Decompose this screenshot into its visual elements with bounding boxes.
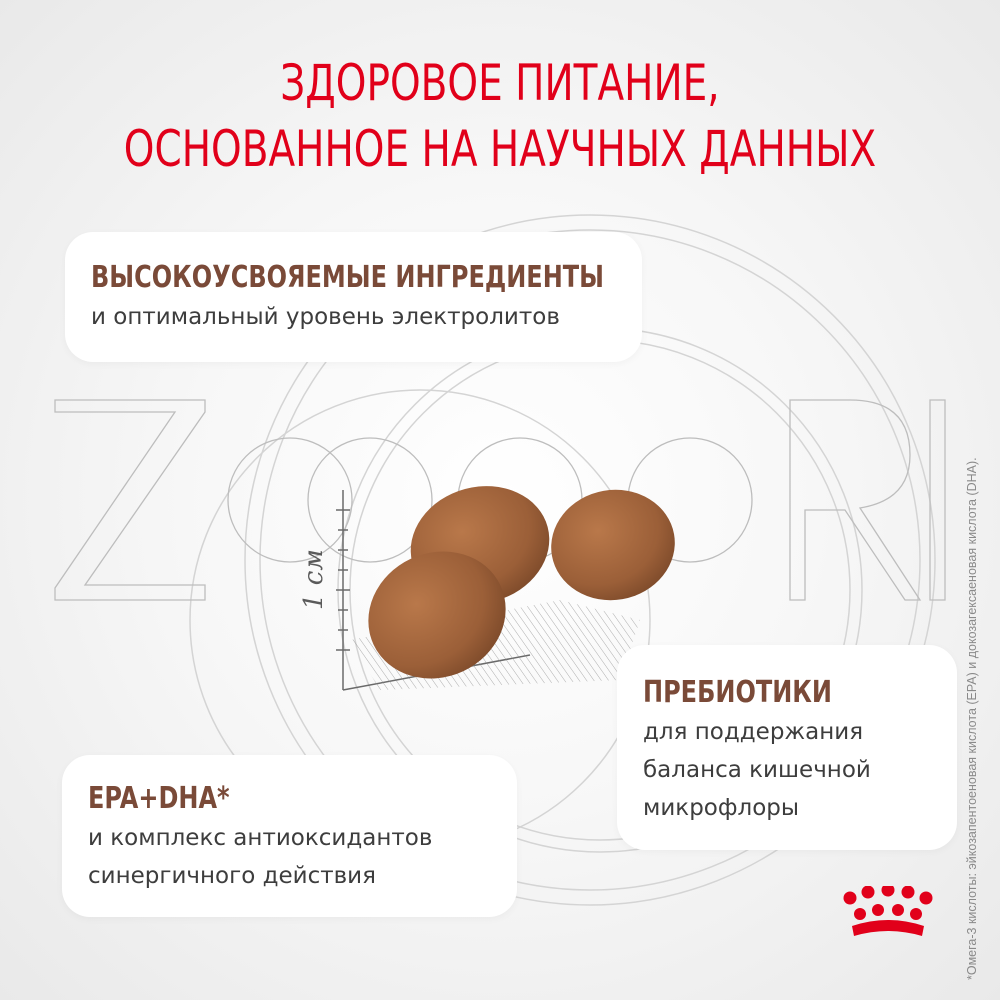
card-epa-dha-heading: EPA+DHA*	[88, 781, 230, 816]
card-epa-dha	[62, 755, 517, 917]
card-prebiotics	[617, 645, 957, 850]
title-line-2: ОСНОВАННОЕ НА НАУЧНЫХ ДАННЫХ	[123, 120, 877, 178]
card-prebiotics-line-2: баланса кишечной	[643, 757, 871, 783]
royal-canin-crown-icon	[838, 886, 938, 946]
card-prebiotics-line-1: для поддержания	[643, 719, 864, 745]
card-ingredients-text: и оптимальный уровень электролитов	[91, 304, 560, 330]
footnote: *Омега-3 кислоты: эйкозапентоеновая кислота (EPA) и докозагексаеновая кислота (DHA).	[965, 457, 979, 980]
scale-label: 1 см	[299, 549, 329, 610]
page-title	[110, 50, 890, 182]
kibble-right	[542, 480, 683, 610]
card-ingredients	[65, 232, 642, 362]
card-epa-dha-line-2: синергичного действия	[88, 863, 376, 889]
card-ingredients-heading: ВЫСОКОУСВОЯЕМЫЕ ИНГРЕДИЕНТЫ	[91, 260, 605, 295]
title-line-1: ЗДОРОВОЕ ПИТАНИЕ,	[280, 54, 720, 112]
card-prebiotics-line-3: микрофлоры	[643, 795, 800, 821]
card-epa-dha-line-1: и комплекс антиоксидантов	[88, 825, 433, 851]
card-prebiotics-heading: ПРЕБИОТИКИ	[643, 675, 833, 710]
